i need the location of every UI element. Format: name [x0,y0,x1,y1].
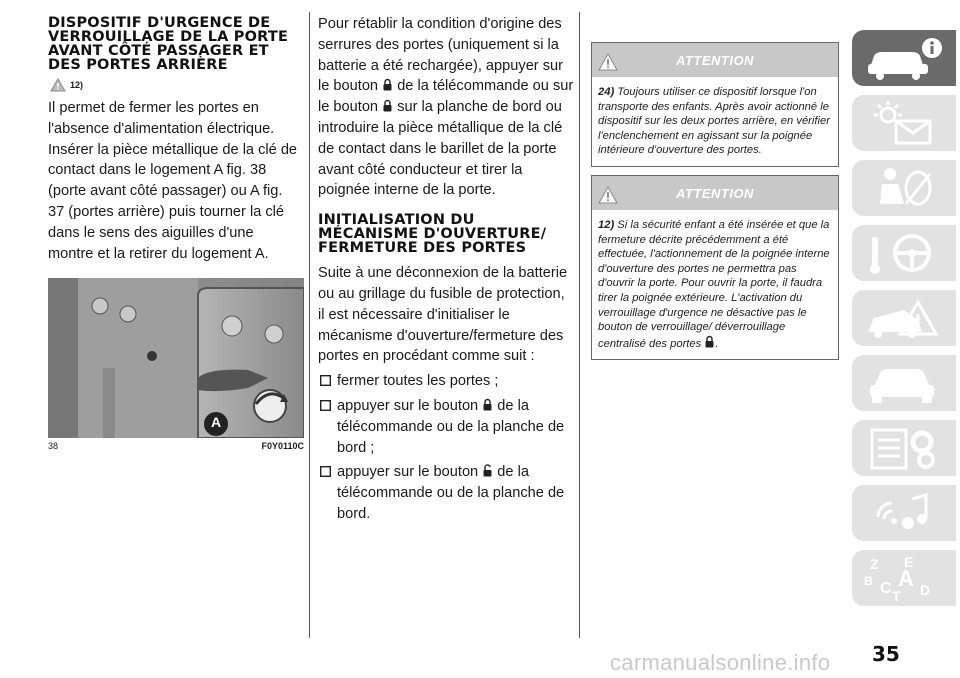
lock-unlock-icon [705,335,714,348]
airbag-seat-icon [860,164,950,212]
index-letter: T [892,588,901,604]
tab-emergency[interactable] [852,290,956,346]
attention-text [592,210,838,359]
attention-number: 24) [598,86,615,98]
text-span: de la télécommande ou de la planche de bord ; [337,397,565,456]
maintenance-gears-icon [860,424,950,472]
warning-lights-icon [860,99,950,147]
warning-ref-number: 12) [70,80,84,90]
attention-header [592,176,838,210]
car-crash-icon [860,294,950,342]
unlock-icon [483,464,492,477]
warning-triangle-icon [50,78,66,92]
key-steering-wheel-icon [860,229,950,277]
tab-car-info[interactable] [852,30,956,86]
paragraph: Il permet de fermer les portes en l'absence d'alimentation électrique. Insérer la pièce métallique de la clé de contact dans le logement A fig. 38 (porte avant côté passager) ou A fig. 37 (portes arrière) puis tourner la clé dans le sens des aiguilles d'une montre et la retirer du logement A. [48,100,298,262]
car-info-icon [860,34,950,82]
paragraph [318,14,574,201]
figure-label: A [210,414,222,431]
figure-code: F0Y0110C [261,441,304,452]
attention-text [592,77,838,166]
tab-starting-driving[interactable] [852,225,956,281]
checkbox-bullet-icon [320,400,331,411]
attention-title: ATTENTION [676,53,754,68]
multimedia-icon [860,489,950,537]
section-heading: INITIALISATION DU MÉCANISME D'OUVERTURE/ FERMETURE DES PORTES [318,212,547,257]
text-span: appuyer sur le bouton [337,464,479,481]
tab-index[interactable] [852,550,956,606]
index-letter: B [864,574,873,588]
watermark: carmanualsonline.info [610,650,831,675]
checkbox-bullet-icon [320,466,331,477]
list-item [318,371,574,392]
attention-box [591,42,839,167]
lock-icon [483,398,492,411]
checkbox-bullet-icon [320,375,331,386]
text-span: . [715,337,719,350]
column-divider [579,12,580,638]
text-span: appuyer sur le bouton [337,397,479,414]
figure-number: 38 [48,441,59,452]
attention-title: ATTENTION [676,185,754,201]
list-item-text [337,396,574,458]
text-span: Toujours utiliser ce dispositif lorsque l'on transporte des enfants. Après avoir actionné le dispositif sur les deux portes arrière, en vérifier l'enclenchement en agissant sur la poignée intérieure d'ouverture des portes. [598,86,830,157]
figure-door-lock [48,278,304,438]
door-lock-illustration [48,278,304,438]
text-span: de la télécommande ou de la planche de bord. [337,464,565,522]
text-span: de la télécommande ou sur le bouton [318,78,574,116]
chapter-tabs [852,30,956,615]
lock-icon [383,78,392,91]
index-letter: E [904,554,914,570]
index-letter: C [880,580,892,597]
list-item [318,396,574,458]
car-front-icon [860,359,950,407]
attention-header [592,43,838,77]
column-3 [591,42,839,368]
page-number: 35 [872,642,900,666]
index-letter: Z [870,556,879,572]
column-1 [48,15,304,452]
index-letter: D [920,582,931,598]
column-2 [318,14,574,525]
alphabetical-index-icon [860,552,950,604]
lock-icon [383,99,392,112]
text-span: Si la sécurité enfant a été insérée et que la fermeture décrite précédemment a été effectuée, l'actionnement de la poignée interne d'ouverture des portes ne permettra pas d'ouvrir la porte. Pour ouvrir la porte, il faudra tirer la poignée extérieure. L'activation du verrouillage d'urgence ne désactive pas le bouton de verrouillage/ déverrouillage centralisé des portes [598,218,830,350]
paragraph: Suite à une déconnexion de la batterie ou au grillage du fusible de protection, il est nécessaire d'initialiser le mécanisme d'ouverture/fermeture des portes en procédant comme suit : [318,265,568,365]
list-item-text [337,462,574,524]
index-letter: A [898,566,914,591]
tab-technical-data[interactable] [852,420,956,476]
tab-multimedia[interactable] [852,485,956,541]
attention-box [591,175,839,360]
warning-reference [50,78,300,92]
list-item [318,462,574,524]
tab-maintenance[interactable] [852,355,956,411]
tab-safety[interactable] [852,160,956,216]
figure-caption [48,441,304,451]
attention-number: 12) [598,218,615,231]
tab-warning-lights[interactable] [852,95,956,151]
section-heading: DISPOSITIF D'URGENCE DE VERROUILLAGE DE LA PORTE AVANT CÔTÉ PASSAGER ET DES PORTES ARRIÈRE [48,15,289,73]
text-span: Pour rétablir la condition d'origine des serrures des portes (uniquement si la batterie a été rechargée), appuyer sur le bouton [318,16,563,95]
text-span: sur la planche de bord ou introduire la pièce métallique de la clé de contact dans le barillet de la porte avant côté conducteur et tirer la poignée interne de la porte. [318,99,563,199]
column-divider [309,12,310,638]
list-item-text: fermer toutes les portes ; [337,373,499,390]
